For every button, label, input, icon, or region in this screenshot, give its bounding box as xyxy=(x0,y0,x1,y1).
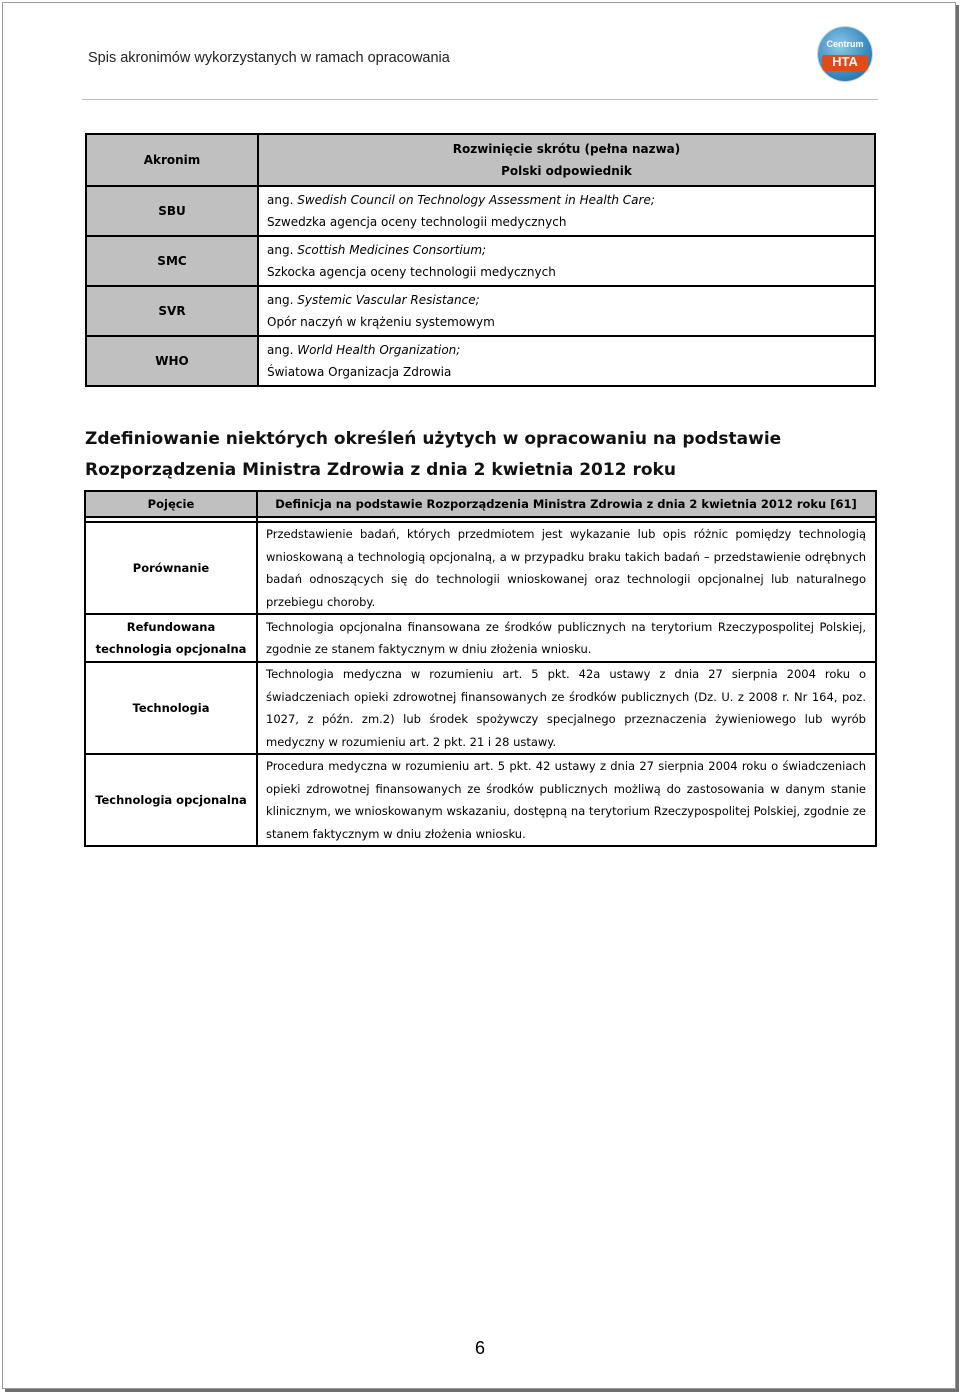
logo-top-text: Centrum xyxy=(826,39,864,49)
term-line: Refundowana xyxy=(126,620,216,634)
acronym-cell: WHO xyxy=(86,336,258,386)
english-name: World Health Organization; xyxy=(297,343,461,357)
expansion-header-line1: Rozwinięcie skrótu (pełna nazwa) xyxy=(452,142,681,156)
header-divider xyxy=(82,99,878,100)
expansion-cell xyxy=(258,336,875,386)
logo-main-text: HTA xyxy=(832,54,858,69)
term-cell xyxy=(85,754,257,846)
expansion-cell xyxy=(258,186,875,236)
centrum-hta-logo xyxy=(818,27,872,81)
english-name: Systemic Vascular Resistance; xyxy=(297,293,480,307)
table-row xyxy=(85,662,876,754)
expansion-cell xyxy=(258,236,875,286)
term-line: Technologia xyxy=(132,701,210,715)
polish-name: Szwedzka agencja oceny technologii medycznych xyxy=(267,215,567,229)
table-row xyxy=(85,614,876,662)
lang-prefix: ang. xyxy=(267,343,294,357)
english-name: Scottish Medicines Consortium; xyxy=(297,243,487,257)
table-row xyxy=(85,522,876,614)
table-row xyxy=(86,186,875,236)
table-row xyxy=(86,236,875,286)
acronym-cell: SBU xyxy=(86,186,258,236)
polish-name: Opór naczyń w krążeniu systemowym xyxy=(267,315,495,329)
acronyms-table-header xyxy=(86,134,875,186)
expansion-header-line2: Polski odpowiednik xyxy=(501,164,632,178)
section-heading: Zdefiniowanie niektórych określeń użytych w opracowaniu na podstawie Rozporządzenia Ministra Zdrowia z dnia 2 kwietnia 2012 roku xyxy=(85,429,782,480)
term-column-header: Pojęcie xyxy=(85,491,257,517)
acronym-cell: SVR xyxy=(86,286,258,336)
acronym-cell: SMC xyxy=(86,236,258,286)
page-number: 6 xyxy=(474,1338,485,1358)
term-cell xyxy=(85,662,257,754)
definition-cell: Przedstawienie badań, których przedmiotem jest wykazanie lub opis różnic pomiędzy technologią wnioskowaną a technologią opcjonalną, a w przypadku braku takich badań – przedstawienie odrębnych badań odnoszących się do technologii wnioskowanej oraz technologii opcjonalnej lub naturalnego przebiegu choroby. xyxy=(257,522,876,614)
acronyms-table xyxy=(85,133,876,387)
definitions-table-header xyxy=(85,491,876,517)
definition-cell: Technologia opcjonalna finansowana ze środków publicznych na terytorium Rzeczypospolitej Polskiej, zgodnie ze stanem faktycznym w dniu złożenia wniosku. xyxy=(257,614,876,662)
table-row xyxy=(86,336,875,386)
expansion-cell xyxy=(258,286,875,336)
term-line: Technologia opcjonalna xyxy=(95,793,247,807)
polish-name: Światowa Organizacja Zdrowia xyxy=(267,365,452,379)
term-cell xyxy=(85,522,257,614)
lang-prefix: ang. xyxy=(267,293,294,307)
lang-prefix: ang. xyxy=(267,243,294,257)
definition-cell: Procedura medyczna w rozumieniu art. 5 pkt. 42 ustawy z dnia 27 sierpnia 2004 roku o świadczeniach opieki zdrowotnej finansowanych ze środków publicznych możliwą do zastosowania w danym stanie klinicznym, we wnioskowanym wskazaniu, dostępną na terytorium Rzeczypospolitej Polskiej, zgodnie ze stanem faktycznym w dniu złożenia wniosku. xyxy=(257,754,876,846)
running-header-title: Spis akronimów wykorzystanych w ramach opracowania xyxy=(88,50,450,66)
term-line: Porównanie xyxy=(132,561,210,575)
english-name: Swedish Council on Technology Assessment in Health Care; xyxy=(297,193,655,207)
table-row xyxy=(86,286,875,336)
lang-prefix: ang. xyxy=(267,193,294,207)
definition-column-header: Definicja na podstawie Rozporządzenia Ministra Zdrowia z dnia 2 kwietnia 2012 roku [61] xyxy=(257,491,876,517)
table-row xyxy=(85,754,876,846)
definitions-table xyxy=(84,490,877,847)
term-cell xyxy=(85,614,257,662)
term-line: technologia opcjonalna xyxy=(95,642,247,656)
polish-name: Szkocka agencja oceny technologii medycznych xyxy=(267,265,556,279)
acronym-column-header: Akronim xyxy=(86,134,258,186)
definition-cell: Technologia medyczna w rozumieniu art. 5 pkt. 42a ustawy z dnia 27 sierpnia 2004 roku o świadczeniach opieki zdrowotnej finansowanych ze środków publicznych (Dz. U. z 2008 r. Nr 164, poz. 1027, z późn. zm.2) lub środek spożywczy specjalnego przeznaczenia żywieniowego lub wyrób medyczny w rozumieniu art. 2 pkt. 21 i 28 ustawy. xyxy=(257,662,876,754)
expansion-column-header xyxy=(258,134,875,186)
